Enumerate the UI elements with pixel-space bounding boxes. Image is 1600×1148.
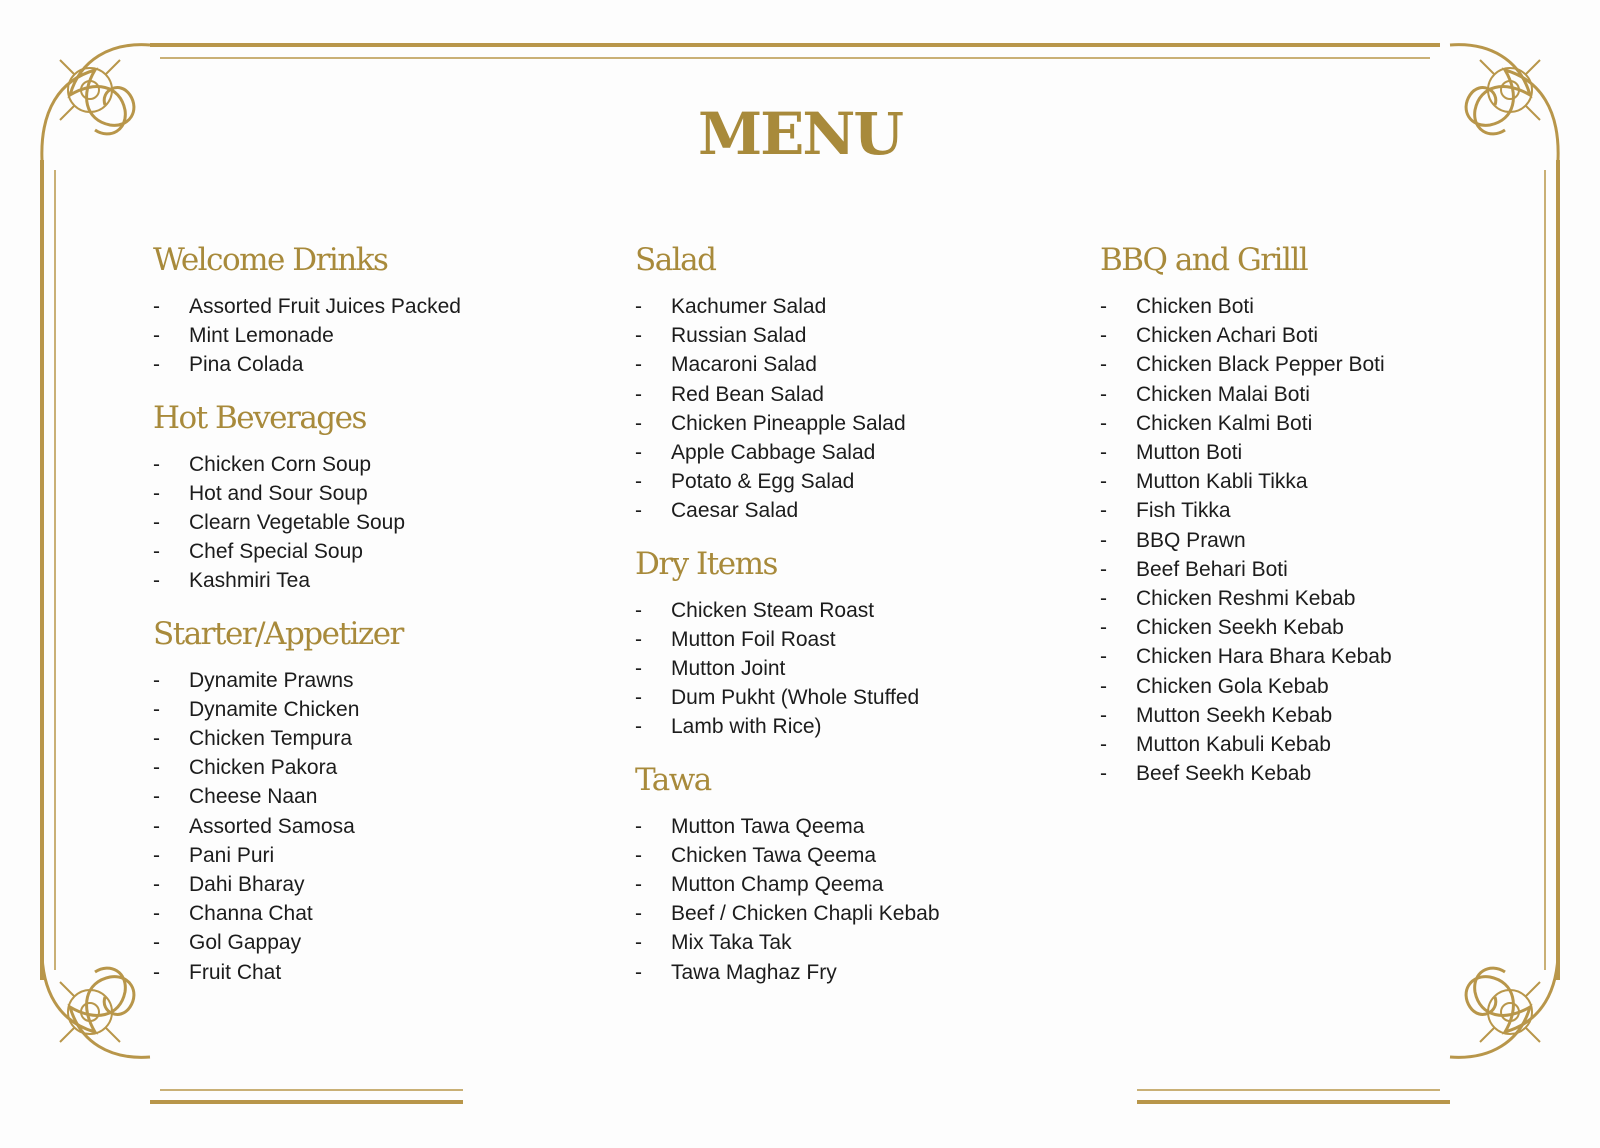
menu-item (635, 380, 940, 409)
bullet-dash: - (153, 902, 160, 926)
menu-item (153, 928, 461, 957)
menu-item-label: Dum Pukht (Whole Stuffed (671, 686, 920, 710)
menu-item-list (153, 666, 461, 987)
menu-item-label: Channa Chat (189, 902, 313, 926)
menu-item-label: Kachumer Salad (671, 295, 827, 318)
bullet-dash: - (153, 353, 160, 377)
menu-item-label: Pina Colada (189, 353, 304, 377)
menu-item (1100, 321, 1392, 350)
menu-item-label: Mix Taka Tak (671, 931, 792, 955)
menu-item (1100, 467, 1392, 496)
bullet-dash: - (635, 686, 642, 710)
menu-section (635, 544, 940, 742)
menu-item (153, 695, 461, 724)
menu-item-label: Chicken Seekh Kebab (1136, 616, 1344, 640)
menu-column-2 (635, 240, 940, 1005)
bullet-dash: - (1100, 703, 1107, 727)
menu-item (153, 350, 461, 379)
bullet-dash: - (153, 931, 160, 955)
menu-item-list (635, 812, 940, 987)
bullet-dash: - (635, 814, 642, 838)
menu-item (1100, 292, 1392, 321)
menu-item (635, 409, 940, 438)
bullet-dash: - (153, 756, 160, 780)
menu-item (635, 292, 940, 321)
menu-item-list (153, 292, 461, 380)
menu-item-label: Mint Lemonade (189, 324, 334, 348)
menu-item (1100, 730, 1392, 759)
menu-item-label: Mutton Boti (1136, 441, 1243, 465)
menu-item-label: Dahi Bharay (189, 873, 305, 897)
menu-item-label: Potato & Egg Salad (671, 470, 855, 494)
bullet-dash: - (1100, 674, 1107, 698)
menu-section (1100, 240, 1392, 788)
bullet-dash: - (635, 902, 642, 926)
bullet-dash: - (635, 324, 642, 348)
menu-item-label: BBQ Prawn (1136, 528, 1246, 552)
menu-item (635, 321, 940, 350)
menu-item (635, 438, 940, 467)
menu-item-label: Gol Gappay (189, 931, 302, 955)
menu-item (153, 753, 461, 782)
menu-item-label: Caesar Salad (671, 499, 799, 523)
menu-item (153, 292, 461, 321)
menu-item-label: Chicken Reshmi Kebab (1136, 587, 1356, 611)
bullet-dash: - (153, 727, 160, 751)
menu-item (635, 350, 940, 379)
menu-item (153, 958, 461, 987)
bullet-dash: - (153, 481, 160, 505)
bullet-dash: - (635, 843, 642, 867)
menu-item-label: Fruit Chat (189, 960, 282, 984)
menu-item-label: Chicken Gola Kebab (1136, 674, 1329, 698)
corner-ornament-icon (42, 942, 150, 1057)
menu-item-label: Chef Special Soup (189, 540, 363, 564)
menu-item (635, 841, 940, 870)
menu-item-label: Russian Salad (671, 324, 807, 348)
bullet-dash: - (153, 452, 160, 476)
bullet-dash: - (153, 324, 160, 348)
menu-item (1100, 409, 1392, 438)
menu-item-label: Chicken Hara Bhara Kebab (1136, 645, 1392, 669)
menu-item (153, 566, 461, 595)
menu-item (1100, 555, 1392, 584)
menu-item-list (1100, 292, 1392, 788)
menu-item (153, 870, 461, 899)
bullet-dash: - (635, 873, 642, 897)
bullet-dash: - (153, 697, 160, 721)
menu-item (1100, 701, 1392, 730)
menu-item (635, 870, 940, 899)
menu-item-label: Beef Behari Boti (1136, 557, 1288, 581)
bullet-dash: - (635, 441, 642, 465)
menu-item-label: Hot and Sour Soup (189, 481, 368, 505)
menu-item-label: Fish Tikka (1136, 499, 1231, 523)
menu-item-label: Dynamite Chicken (189, 697, 360, 721)
menu-item (1100, 380, 1392, 409)
menu-item (635, 596, 940, 625)
menu-item (1100, 672, 1392, 701)
corner-ornament-icon (1450, 942, 1558, 1057)
bullet-dash: - (635, 960, 642, 984)
menu-item-label: Mutton Kabli Tikka (1136, 470, 1308, 494)
menu-item (153, 450, 461, 479)
menu-item-label: Chicken Steam Roast (671, 598, 875, 622)
menu-item-label: Chicken Tawa Qeema (671, 843, 877, 867)
menu-item-label: Mutton Joint (671, 657, 786, 681)
bullet-dash: - (153, 960, 160, 984)
menu-item (153, 899, 461, 928)
bullet-dash: - (635, 598, 642, 622)
menu-item (635, 654, 940, 683)
bullet-dash: - (1100, 470, 1107, 494)
menu-item-label: Chicken Pineapple Salad (671, 411, 906, 435)
menu-item-label: Mutton Kabuli Kebab (1136, 733, 1331, 757)
bullet-dash: - (1100, 587, 1107, 611)
menu-item-label: Beef Seekh Kebab (1136, 762, 1312, 786)
menu-item (635, 683, 940, 712)
menu-item-label: Dynamite Prawns (189, 668, 354, 692)
bullet-dash: - (1100, 353, 1107, 377)
bullet-dash: - (153, 873, 160, 897)
menu-item-label: Assorted Samosa (189, 814, 355, 838)
section-heading: Starter/Appetizer (153, 615, 403, 652)
bullet-dash: - (1100, 411, 1107, 435)
menu-item (635, 958, 940, 987)
menu-item-label: Beef / Chicken Chapli Kebab (671, 902, 940, 926)
bullet-dash: - (635, 353, 642, 377)
menu-item-list (635, 596, 940, 742)
menu-item (153, 724, 461, 753)
bullet-dash: - (153, 569, 160, 593)
menu-item-list (153, 450, 461, 596)
menu-item-label: Tawa Maghaz Fry (671, 960, 837, 984)
bullet-dash: - (153, 668, 160, 692)
section-heading: Salad (635, 242, 716, 278)
bullet-dash: - (635, 499, 642, 523)
menu-item-label: Mutton Seekh Kebab (1136, 703, 1333, 727)
menu-item-label: Clearn Vegetable Soup (189, 511, 405, 535)
menu-item-label: Chicken Achari Boti (1136, 324, 1319, 348)
menu-item (1100, 759, 1392, 788)
bullet-dash: - (153, 295, 160, 318)
menu-section (635, 760, 940, 987)
menu-item (153, 666, 461, 695)
menu-item (153, 321, 461, 350)
menu-section (153, 240, 461, 380)
menu-item (1100, 526, 1392, 555)
bullet-dash: - (1100, 441, 1107, 465)
section-heading: Tawa (635, 761, 711, 798)
menu-item-label: Mutton Tawa Qeema (671, 814, 865, 838)
bullet-dash: - (635, 931, 642, 955)
menu-item-label: Chicken Corn Soup (189, 452, 372, 476)
menu-column-3 (1100, 240, 1392, 806)
bullet-dash: - (1100, 324, 1107, 348)
menu-item-label: Mutton Champ Qeema (671, 873, 884, 897)
bullet-dash: - (635, 382, 642, 406)
menu-section (635, 240, 940, 526)
bullet-dash: - (1100, 382, 1107, 406)
section-heading: Welcome Drinks (153, 242, 388, 278)
bullet-dash: - (153, 511, 160, 535)
menu-title: MENU (697, 100, 902, 168)
bullet-dash: - (1100, 557, 1107, 581)
menu-item (1100, 642, 1392, 671)
menu-item (635, 899, 940, 928)
menu-item (1100, 584, 1392, 613)
menu-item-label: Assorted Fruit Juices Packed (189, 295, 461, 318)
bullet-dash: - (153, 843, 160, 867)
menu-item-label: Apple Cabbage Salad (671, 441, 876, 465)
bullet-dash: - (635, 627, 642, 651)
section-heading: Dry Items (635, 545, 777, 582)
bullet-dash: - (153, 814, 160, 838)
bullet-dash: - (1100, 645, 1107, 669)
bullet-dash: - (153, 540, 160, 564)
menu-item-label: Mutton Foil Roast (671, 627, 836, 651)
menu-item-label: Chicken Pakora (189, 756, 338, 780)
bullet-dash: - (1100, 528, 1107, 552)
menu-item (1100, 496, 1392, 525)
menu-item-label: Kashmiri Tea (189, 569, 310, 593)
bullet-dash: - (1100, 616, 1107, 640)
menu-column-1 (153, 240, 461, 1005)
bullet-dash: - (635, 657, 642, 681)
menu-item (635, 625, 940, 654)
bullet-dash: - (1100, 295, 1107, 318)
menu-section (153, 614, 461, 987)
bullet-dash: - (153, 785, 160, 809)
bullet-dash: - (635, 470, 642, 494)
menu-item (635, 712, 940, 741)
menu-item-label: Red Bean Salad (671, 382, 824, 406)
menu-item-label: Chicken Boti (1136, 295, 1254, 318)
menu-item-label: Chicken Kalmi Boti (1136, 411, 1313, 435)
menu-item (153, 479, 461, 508)
menu-item-label: Chicken Malai Boti (1136, 382, 1310, 406)
section-heading: BBQ and Grilll (1100, 242, 1308, 278)
bullet-dash: - (635, 295, 642, 318)
bullet-dash: - (1100, 733, 1107, 757)
menu-section (153, 398, 461, 596)
menu-item (153, 841, 461, 870)
menu-item (635, 467, 940, 496)
menu-item (153, 782, 461, 811)
menu-item-label: Macaroni Salad (671, 353, 817, 377)
menu-item (635, 812, 940, 841)
section-heading: Hot Beverages (153, 399, 366, 436)
bullet-dash: - (1100, 762, 1107, 786)
bullet-dash: - (1100, 499, 1107, 523)
menu-item (1100, 438, 1392, 467)
menu-item-label: Cheese Naan (189, 785, 318, 809)
menu-item-label: Pani Puri (189, 843, 275, 867)
menu-item-label: Chicken Tempura (189, 727, 353, 751)
menu-item (635, 496, 940, 525)
menu-item (635, 928, 940, 957)
menu-item (1100, 350, 1392, 379)
menu-item (1100, 613, 1392, 642)
menu-item (153, 508, 461, 537)
menu-item (153, 537, 461, 566)
menu-item (153, 812, 461, 841)
menu-item-list (635, 292, 940, 526)
bullet-dash: - (635, 411, 642, 435)
menu-item-label: Lamb with Rice) (671, 715, 822, 739)
bullet-dash: - (635, 715, 642, 739)
menu-item-label: Chicken Black Pepper Boti (1136, 353, 1385, 377)
